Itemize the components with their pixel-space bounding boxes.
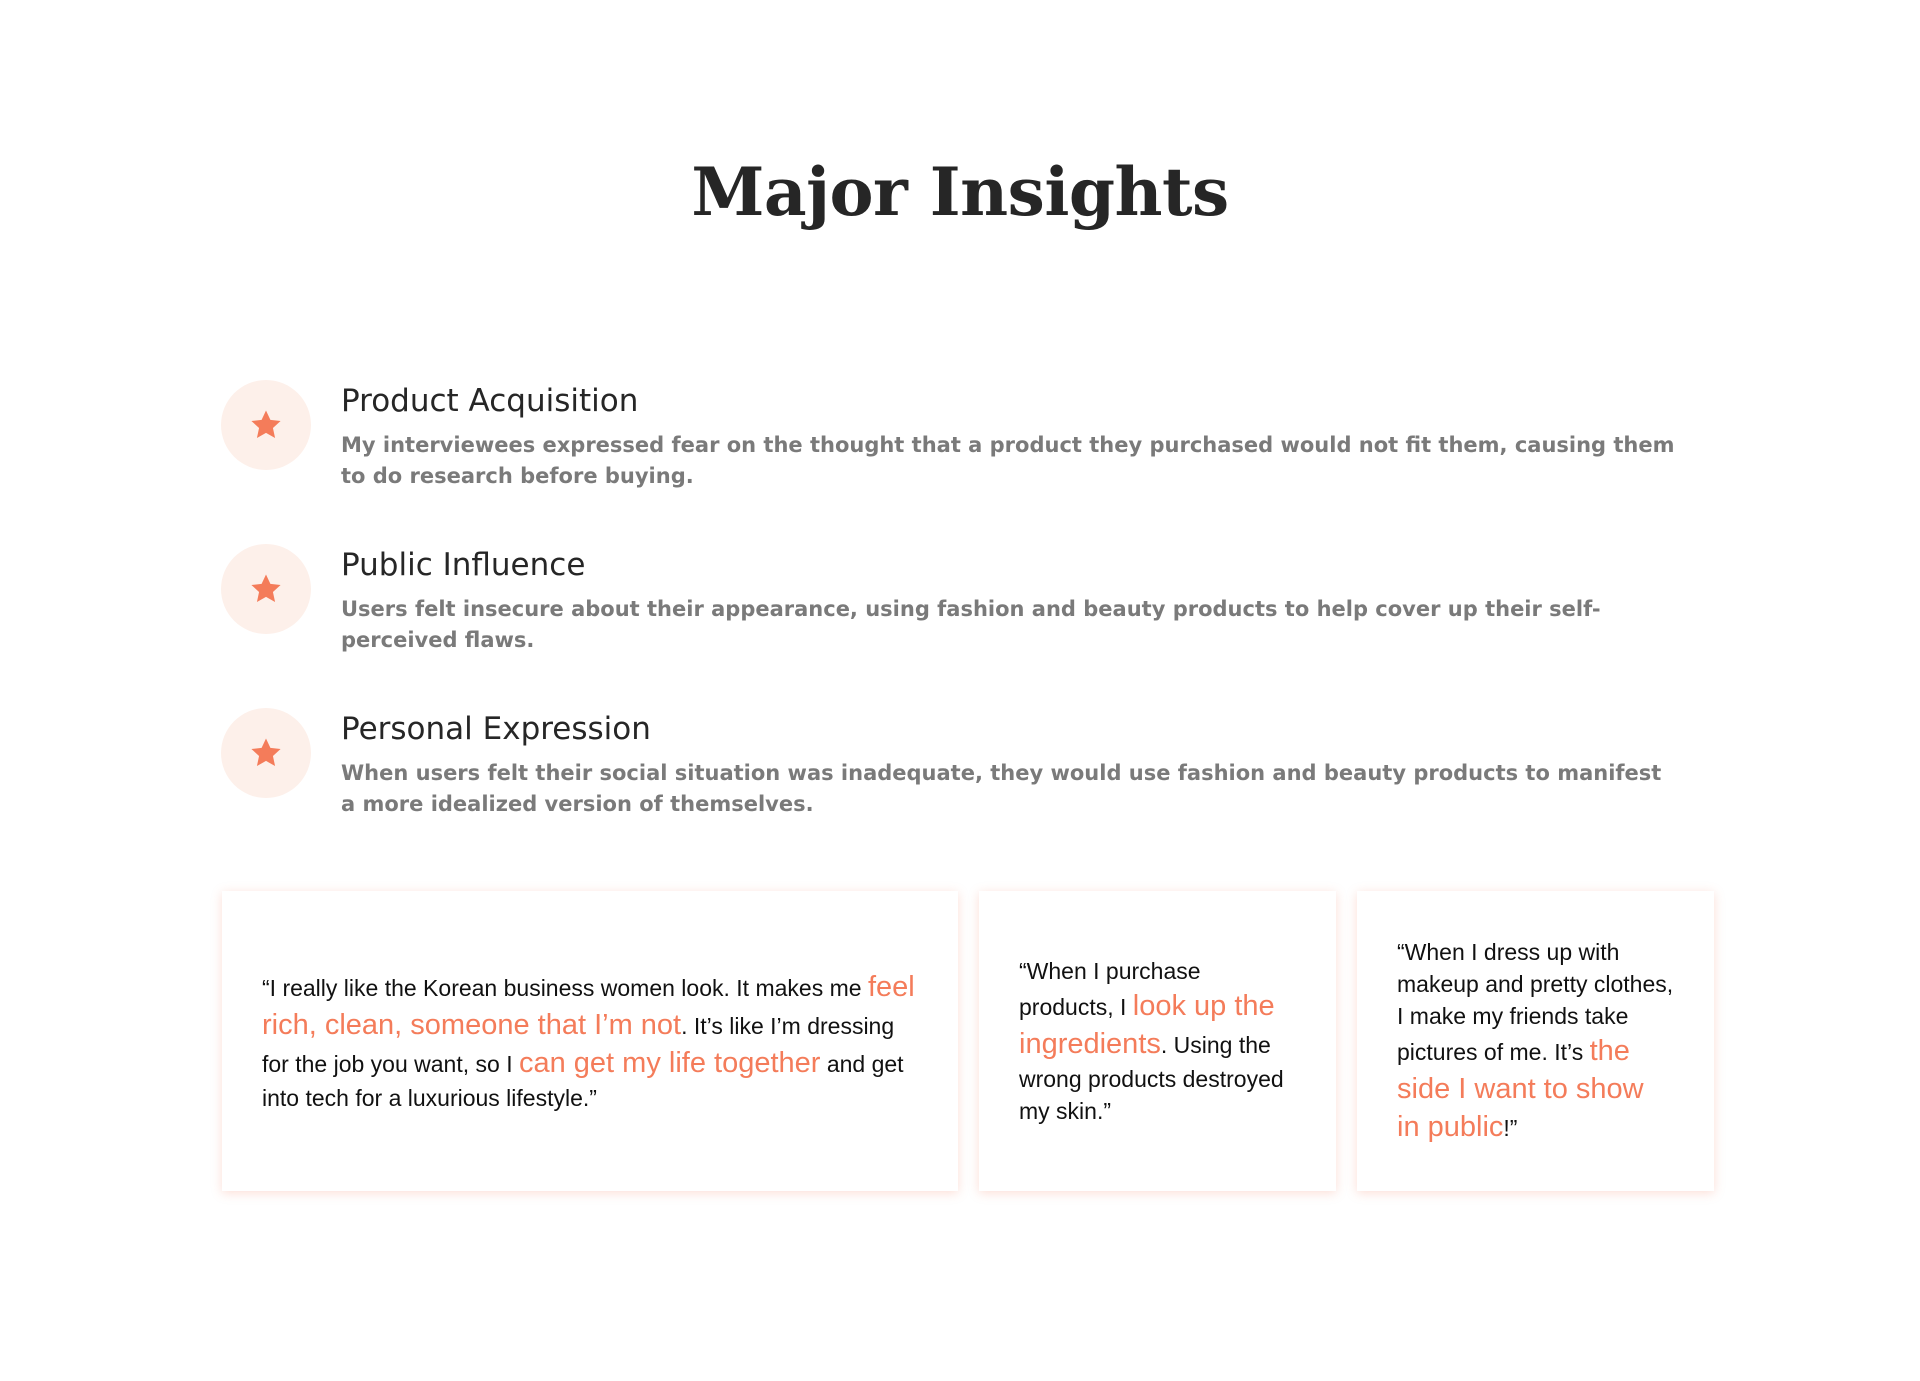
quote-card-dress-up [1357, 891, 1714, 1191]
quote-card-ingredients [979, 891, 1336, 1191]
quote-highlight: look up the ingredients [1019, 990, 1275, 1060]
quote-segment: “When I dress up with makeup and pretty clothes, I make my friends take pictures of me. It’s [1397, 939, 1674, 1065]
quote-text [1019, 955, 1296, 1127]
insight-item-public-influence [221, 544, 1661, 684]
star-icon [221, 544, 311, 634]
insight-title: Public Influence [341, 547, 586, 583]
page-title: Major Insights [691, 153, 1229, 231]
quote-segment: “I really like the Korean business women look. It makes me [262, 975, 868, 1001]
quote-segment: “When I purchase products, I [1019, 958, 1201, 1020]
quote-text [262, 968, 918, 1114]
insight-description: My interviewees expressed fear on the thought that a product they purchased would not fit them, causing them to do research before buying. [341, 433, 1675, 488]
insight-title: Personal Expression [341, 711, 651, 747]
star-icon [221, 380, 311, 470]
quote-text [1397, 936, 1674, 1146]
quote-segment: . Using the wrong products destroyed my skin.” [1019, 1032, 1284, 1124]
quote-segment: !” [1503, 1115, 1518, 1141]
quote-highlight: can get my life together [518, 1047, 821, 1079]
insight-item-product-acquisition [221, 380, 1675, 520]
insight-description: When users felt their social situation was inadequate, they would use fashion and beauty products to manifest a more idealized version of themselves. [341, 761, 1662, 816]
insight-item-personal-expression [221, 708, 1661, 848]
star-icon [221, 708, 311, 798]
quote-segment: . It’s like I’m dressing for the job you want, so I [262, 1013, 895, 1077]
quote-highlight: the side I want to show in public [1397, 1035, 1644, 1143]
insight-description: Users felt insecure about their appearance, using fashion and beauty products to help cover up their self-perceived flaws. [341, 597, 1601, 652]
quote-segment: and get into tech for a luxurious lifestyle.” [262, 1051, 904, 1111]
quote-card-korean-business-look [222, 891, 958, 1191]
insight-title: Product Acquisition [341, 383, 639, 419]
quote-highlight: feel rich, clean, someone that I’m not [262, 971, 915, 1041]
